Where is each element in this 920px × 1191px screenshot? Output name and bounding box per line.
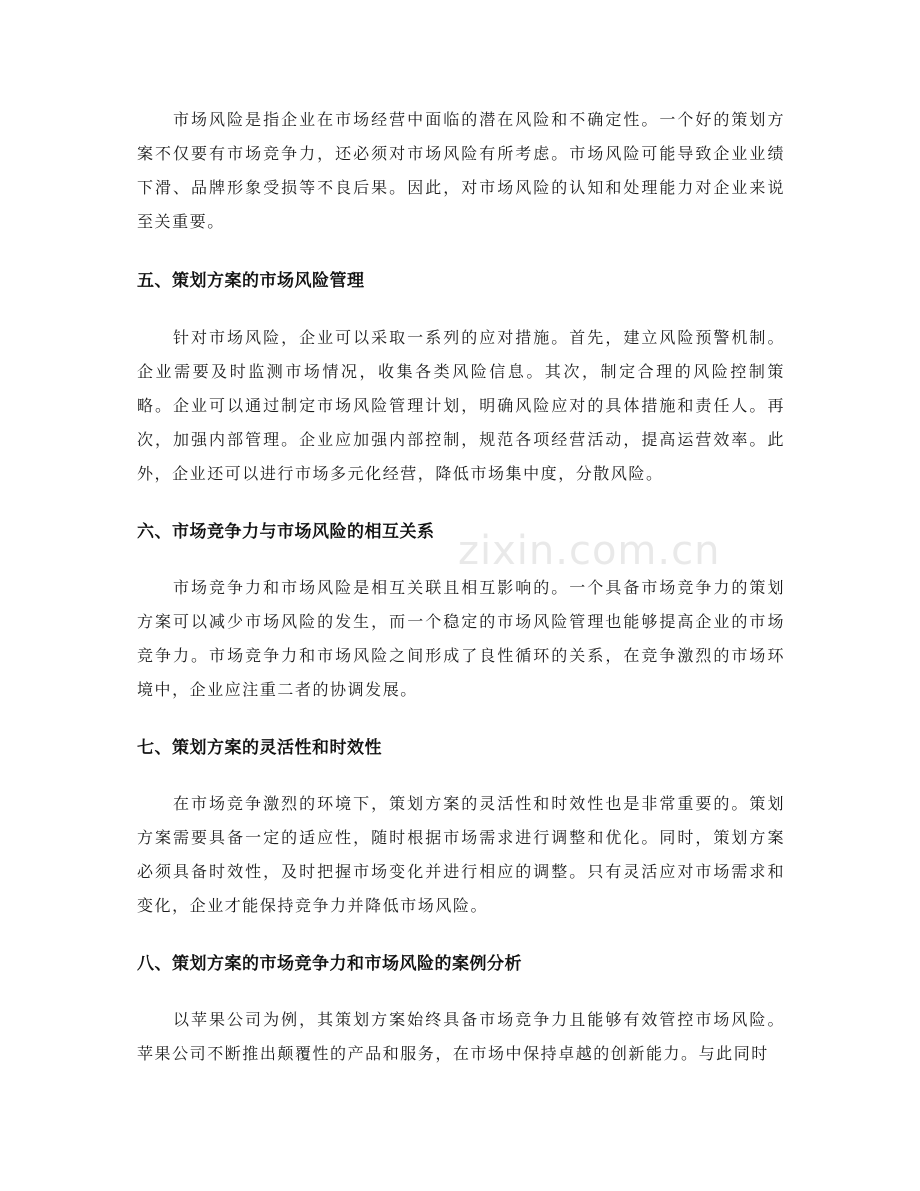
section-paragraph-5: 针对市场风险，企业可以采取一系列的应对措施。首先，建立风险预警机制。企业需要及时监测市场情况，收集各类风险信息。其次，制定合理的风险控制策略。企业可以通过制定市场风险管理计划，明确风险应对的具体措施和责任人。再次，加强内部管理。企业应加强内部控制，规范各项经营活动，提高运营效率。此外，企业还可以进行市场多元化经营，降低市场集中度，分散风险。 — [137, 328, 785, 483]
section-paragraph-6: 市场竞争力和市场风险是相互关联且相互影响的。一个具备市场竞争力的策划方案可以减少市场风险的发生，而一个稳定的市场风险管理也能够提高企业的市场竞争力。市场竞争力和市场风险之间形成了良性循环的关系，在竞争激烈的市场环境中，企业应注重二者的协调发展。 — [137, 578, 785, 699]
intro-paragraph: 市场风险是指企业在市场经营中面临的潜在风险和不确定性。一个好的策划方案不仅要有市场竞争力，还必须对市场风险有所考虑。市场风险可能导致企业业绩下滑、品牌形象受损等不良后果。因此，对市场风险的认知和处理能力对企业来说至关重要。 — [137, 110, 785, 231]
section-heading-5: 五、策划方案的市场风险管理 — [137, 271, 365, 291]
section-heading-7: 七、策划方案的灵活性和时效性 — [137, 738, 382, 758]
section-paragraph-7: 在市场竞争激烈的环境下，策划方案的灵活性和时效性也是非常重要的。策划方案需要具备一定的适应性，随时根据市场需求进行调整和优化。同时，策划方案必须具备时效性，及时把握市场变化并进行相应的调整。只有灵活应对市场需求和变化，企业才能保持竞争力并降低市场风险。 — [137, 794, 785, 915]
section-paragraph-8: 以苹果公司为例，其策划方案始终具备市场竞争力且能够有效管控市场风险。苹果公司不断推出颠覆性的产品和服务，在市场中保持卓越的创新能力。与此同时 — [137, 1010, 785, 1063]
section-heading-8: 八、策划方案的市场竞争力和市场风险的案例分析 — [137, 954, 522, 974]
section-heading-6: 六、市场竞争力与市场风险的相互关系 — [137, 522, 435, 542]
document-body — [137, 103, 785, 1071]
watermark: zixin.com.cn — [458, 528, 721, 574]
